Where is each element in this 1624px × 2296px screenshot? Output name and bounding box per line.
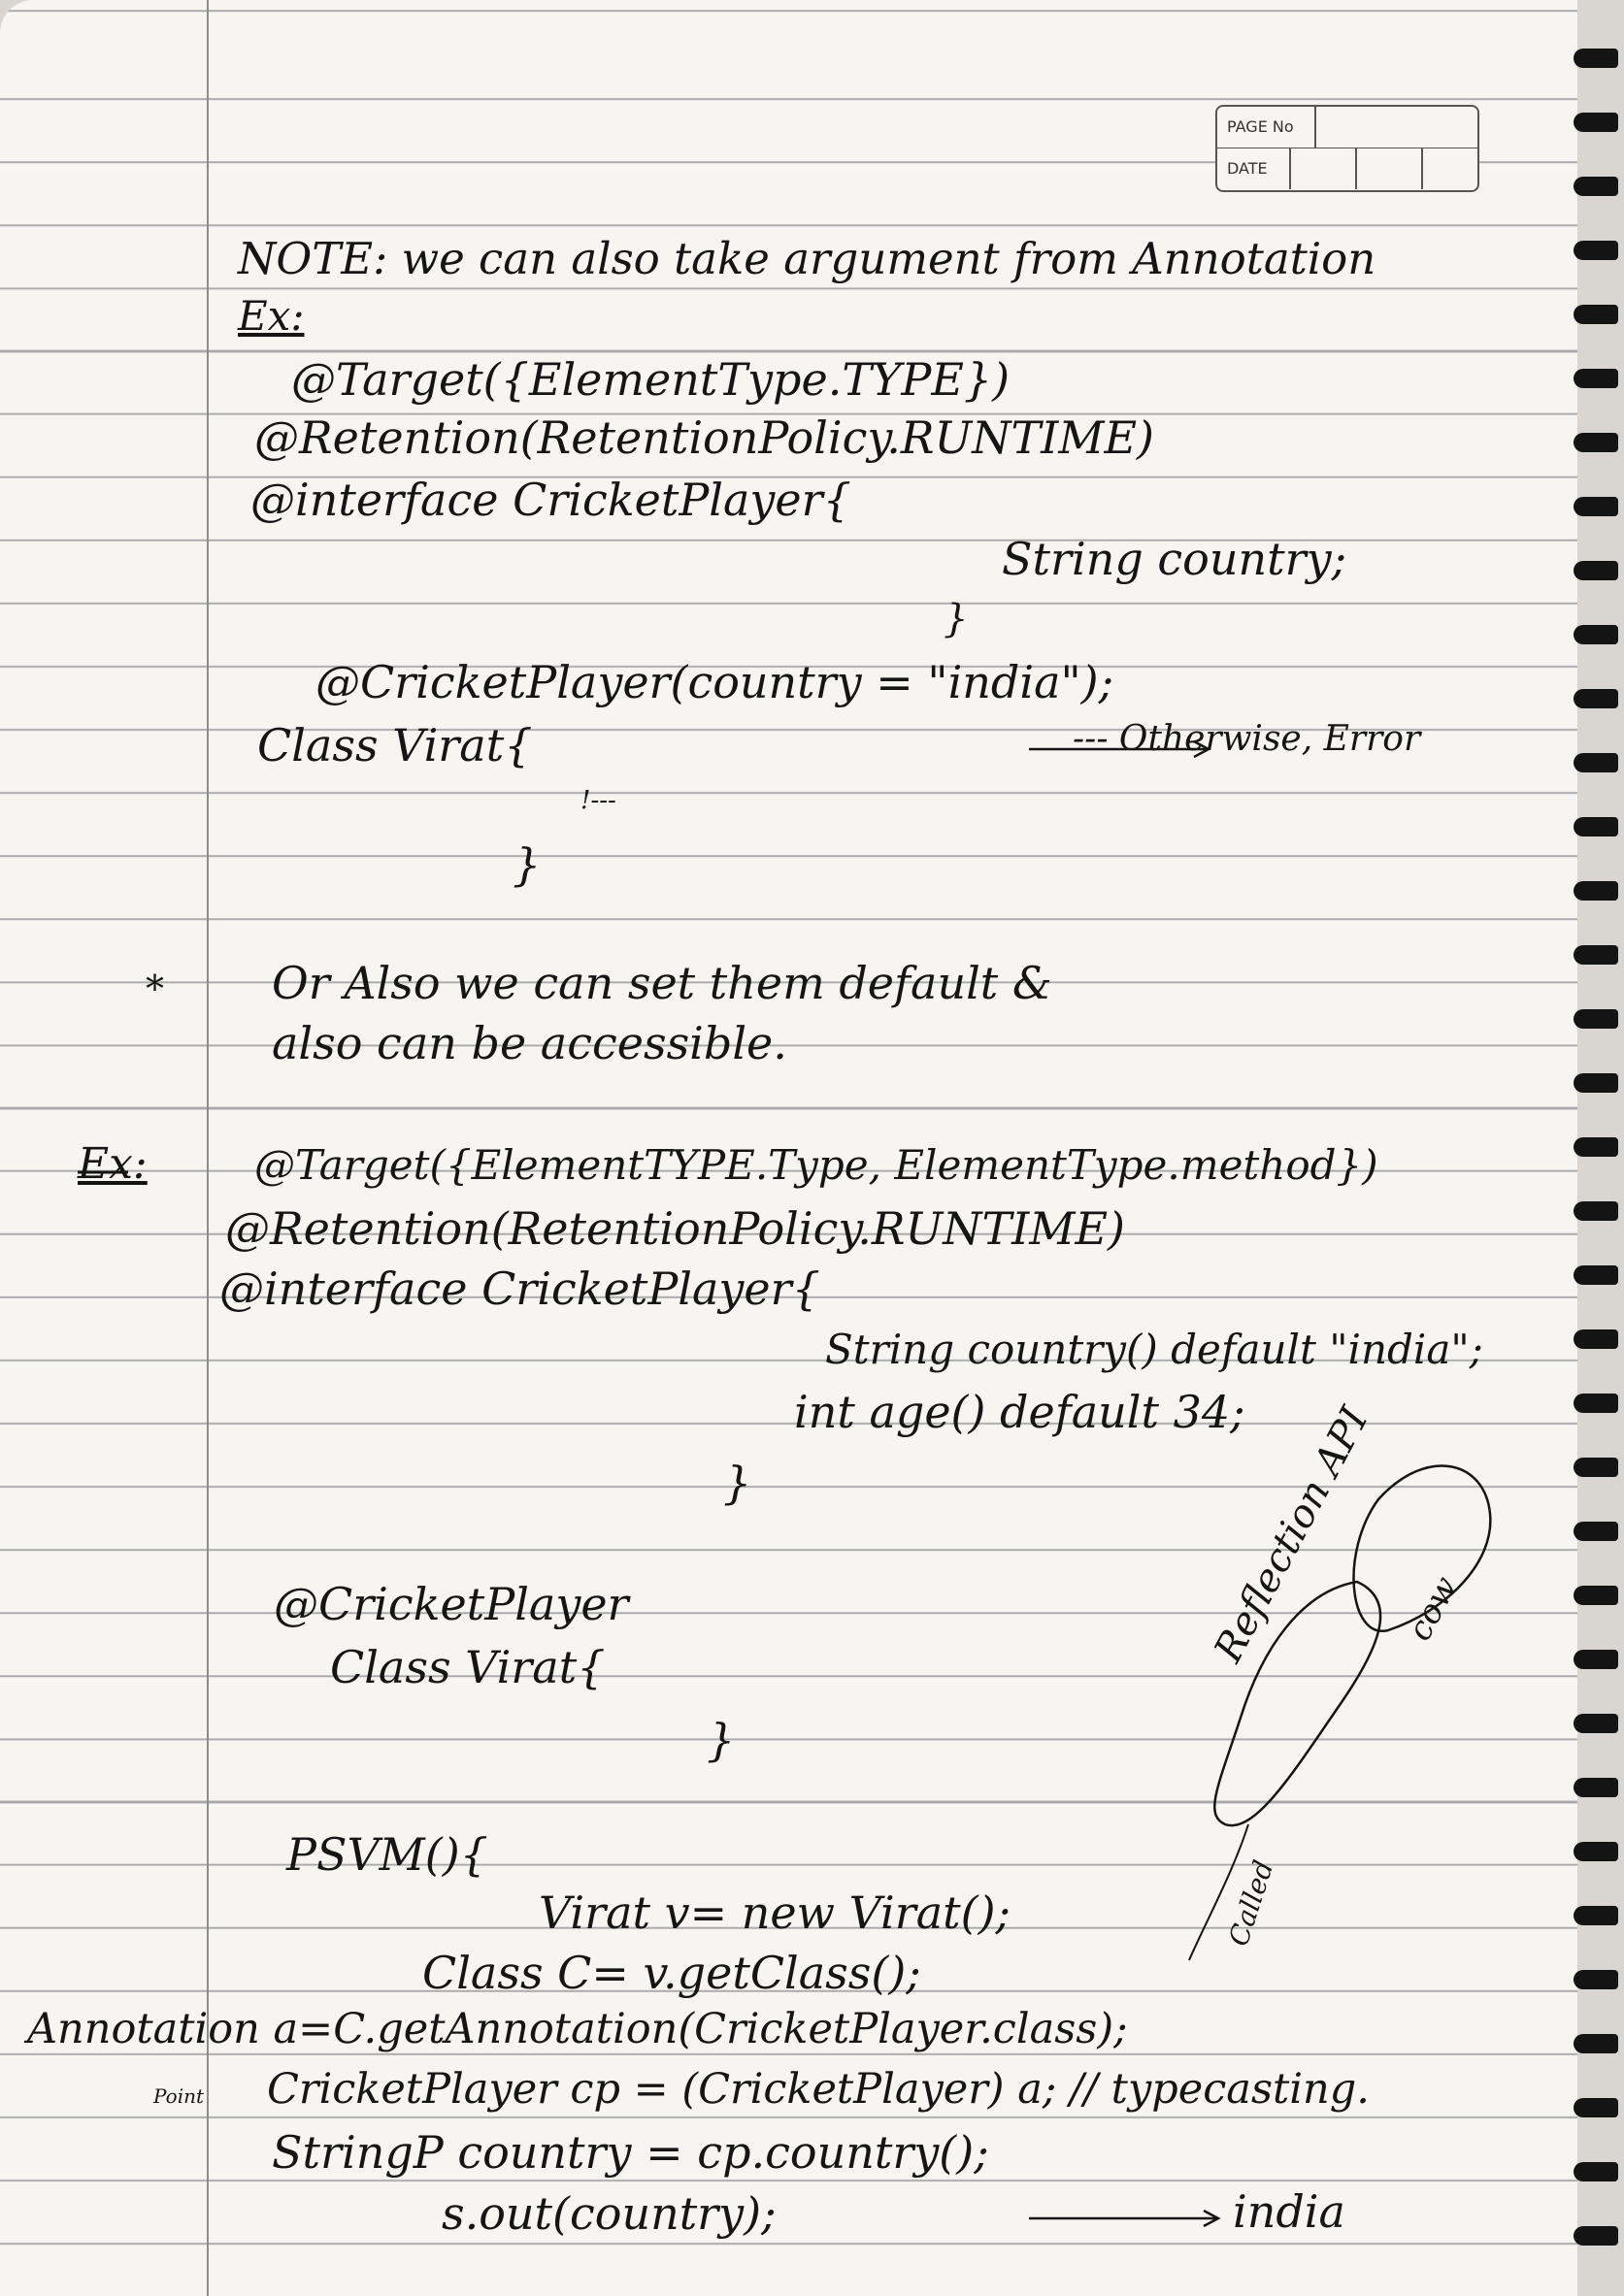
note-line-28: Class C= v.getClass();: [422, 1947, 921, 1999]
spiral-coil: [1574, 2162, 1618, 2181]
note-line-3: @Target({ElementType.TYPE}): [291, 353, 1011, 406]
bubble-text: Reflection API: [1206, 1399, 1377, 1670]
note-line-6: String country;: [1002, 533, 1347, 585]
spiral-coil: [1574, 1714, 1618, 1733]
spiral-coil: [1574, 817, 1618, 836]
note-line-26: PSVM(){: [286, 1828, 488, 1881]
note-line-24: Class Virat{: [330, 1641, 606, 1693]
spiral-coil: [1574, 1394, 1618, 1413]
spiral-coil: [1574, 177, 1618, 196]
margin-note: Point: [153, 2084, 205, 2108]
page-no-label: PAGE No: [1227, 117, 1294, 136]
spiral-coil: [1574, 2226, 1618, 2246]
note-line-9: Class Virat{: [257, 719, 533, 771]
spiral-coil: [1574, 241, 1618, 260]
spiral-coil: [1574, 2034, 1618, 2053]
spiral-coil: [1574, 1522, 1618, 1541]
note-line-7: }: [944, 597, 969, 641]
spiral-coil: [1574, 1650, 1618, 1669]
spiral-coil: [1574, 753, 1618, 772]
spiral-coil: [1574, 625, 1618, 644]
note-line-14: Or Also we can set them default &: [272, 957, 1052, 1009]
spiral-coil: [1574, 2098, 1618, 2117]
spiral-coil: [1574, 881, 1618, 901]
note-line-12: }: [513, 838, 542, 891]
spiral-coil: [1574, 369, 1618, 388]
spiral-coil: [1574, 113, 1618, 132]
note-line-21: int age() default 34;: [794, 1386, 1245, 1438]
spiral-coil: [1574, 689, 1618, 708]
note-line-5: @interface CricketPlayer{: [250, 474, 851, 526]
spiral-coil: [1574, 1970, 1618, 1989]
note-line-25: }: [707, 1714, 736, 1766]
note-line-31: StringP country = cp.country();: [272, 2126, 989, 2179]
note-line-8: @CricketPlayer(country = "india");: [315, 656, 1114, 708]
note-line-10: --- Otherwise, Error: [1073, 719, 1421, 759]
note-line-18: @Retention(RetentionPolicy.RUNTIME): [225, 1202, 1125, 1255]
note-line-15: also can be accessible.: [272, 1017, 787, 1069]
arrow-otherwise: [1029, 741, 1209, 757]
spiral-coil: [1574, 1137, 1618, 1157]
note-line-11: !---: [580, 786, 616, 815]
note-line-22: }: [723, 1457, 752, 1509]
spiral-coil: [1574, 1842, 1618, 1861]
spiral-coil: [1574, 49, 1618, 68]
spiral-coil: [1574, 1778, 1618, 1797]
arrow-output: [1029, 2211, 1218, 2226]
note-line-29: Annotation a=C.getAnnotation(CricketPlayer.class);: [27, 2005, 1128, 2053]
spiral-coil: [1574, 433, 1618, 452]
note-line-19: @interface CricketPlayer{: [219, 1263, 820, 1315]
spiral-coil: [1574, 1073, 1618, 1093]
spiral-coil: [1574, 1458, 1618, 1477]
spiral-coil: [1574, 497, 1618, 516]
spiral-coil: [1574, 1265, 1618, 1285]
note-line-16: Ex:: [78, 1139, 148, 1189]
note-line-20: String country() default "india";: [825, 1326, 1483, 1373]
note-line-23: @CricketPlayer: [274, 1578, 629, 1630]
bubble-text-2: cow: [1400, 1569, 1466, 1648]
note-line-32: s.out(country);: [442, 2187, 777, 2240]
spiral-coil: [1574, 945, 1618, 965]
note-line-17: @Target({ElementTYPE.Type, ElementType.method}): [254, 1141, 1378, 1189]
spiral-coil: [1574, 1201, 1618, 1221]
spiral-coil: [1574, 561, 1618, 580]
bubble-note: Called: [1222, 1855, 1280, 1951]
spiral-coil: [1574, 1009, 1618, 1029]
note-line-33: india: [1233, 2185, 1345, 2238]
spiral-coil: [1574, 1586, 1618, 1605]
date-label: DATE: [1227, 159, 1268, 178]
spiral-coil: [1574, 1906, 1618, 1925]
note-line-1: NOTE: we can also take argument from Annotation: [238, 233, 1376, 284]
spiral-coil: [1574, 305, 1618, 324]
note-line-2: Ex:: [238, 292, 305, 340]
note-line-4: @Retention(RetentionPolicy.RUNTIME): [254, 411, 1154, 464]
spiral-coil: [1574, 1329, 1618, 1349]
star-mark: *: [146, 968, 164, 1010]
note-line-30: CricketPlayer cp = (CricketPlayer) a; // typecasting.: [267, 2065, 1370, 2114]
spiral-binding: [1566, 29, 1624, 2290]
note-line-27: Virat v= new Virat();: [539, 1886, 1011, 1939]
